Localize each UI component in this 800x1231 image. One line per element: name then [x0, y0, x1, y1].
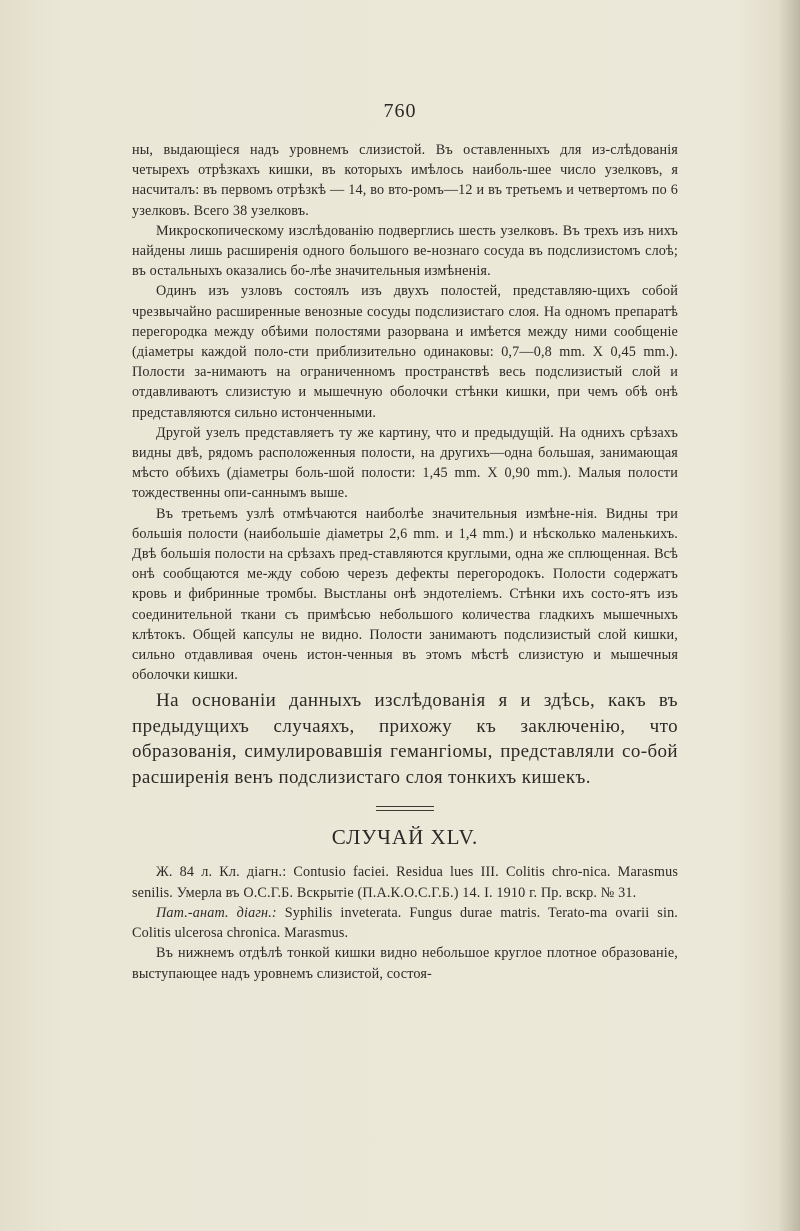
case-clinical-info: Ж. 84 л. Кл. діагн.: Contusio faciei. Residua lues III. Colitis chro-nica. Marasmus senilis. Умерла въ О.С.Г.Б. Вскрытіе (П.А.К.О.С.Г.Б.) 14. I. 1910 г. Пр. вскр. № 31. — [132, 864, 678, 901]
paragraph: Одинъ изъ узловъ состоялъ изъ двухъ полостей, представляю-щихъ собой чрезвычайно расширенные венозные сосуды подслизистаго слоя. На одномъ препаратѣ перегородка между обѣими полостями разорвана и имѣется между ними сообщеніе (діаметры каждой поло-сти приблизительно одинаковы: 0,7—0,8 mm. X 0,45 mm.). Полости за-нимаютъ на ограниченномъ пространствѣ весь подслизистый слой и отдавливаютъ слизистую и мышечную оболочки стѣнки кишки, при чемъ обѣ онѣ представляются сильно истонченными. — [132, 283, 678, 421]
case-pathology-diagnosis — [132, 903, 678, 943]
paragraph: Въ третьемъ узлѣ отмѣчаются наиболѣе значительныя измѣне-нія. Видны три большія полости (наибольшіе діаметры 2,6 mm. и 1,4 mm.) и нѣсколько маленькихъ. Двѣ большія полости на срѣзахъ пред-ставляются круглыми, одна же сплющенная. Всѣ онѣ сообщаются ме-жду собою черезъ дефекты перегородокъ. Полости содержатъ кровь и фибринные тромбы. Выстланы онѣ эндотеліемъ. Стѣнки ихъ состо-ятъ изъ соединительной ткани съ примѣсью небольшого количества гладкихъ мышечныхъ клѣтокъ. Общей капсулы не видно. Полости занимаютъ подслизистый слой кишки, сильно отдавливая очень истон-ченныя въ этомъ мѣстѣ слизистую и мышечныя оболочки кишки. — [132, 505, 678, 684]
diagnosis-label: Пат.-анат. діагн.: — [156, 904, 277, 921]
paragraph: Другой узелъ представляетъ ту же картину, что и предыдущій. На однихъ срѣзахъ видны двѣ, рядомъ расположенныя полости, на другихъ—одна большая, занимающая мѣсто обѣихъ (діаметры боль-шой полости: 1,45 mm. X 0,90 mm.). Малыя полости тождественны опи-саннымъ выше. — [132, 424, 678, 502]
paragraph: ны, выдающіеся надъ уровнемъ слизистой. Въ оставленныхъ для из-слѣдованія четырехъ отрѣзкахъ кишки, въ которыхъ имѣлось наиболь-шее число узелковъ, я насчиталъ: въ первомъ отрѣзкѣ — 14, во вто-ромъ—12 и въ третьемъ и четвертомъ по 6 узелковъ. Всего 38 узелковъ. — [132, 142, 678, 219]
diagnosis-text: Syphilis inveterata. Fungus durae matris. Terato-ma ovarii sin. Colitis ulcerosa chronica. Marasmus. — [132, 904, 679, 942]
text-column — [132, 140, 678, 984]
conclusion-paragraph: На основаніи данныхъ изслѣдованія я и здѣсь, какъ въ предыдущихъ случаяхъ, прихожу къ заключенію, что образованія, симулировавшія гемангіомы, представляли со-бой расширенія венъ подслизистаго слоя тонкихъ кишекъ. — [132, 690, 678, 788]
paragraph: Въ нижнемъ отдѣлѣ тонкой кишки видно небольшое круглое плотное образованіе, выступающее надъ уровнемъ слизистой, состоя- — [132, 945, 678, 982]
section-divider — [376, 806, 434, 811]
paragraph: Микроскопическому изслѣдованію подверглись шесть узелковъ. Въ трехъ изъ нихъ найдены лишь расширенія одного большого ве-нознаго сосуда въ подслизистомъ слоѣ; въ остальныхъ оказались бо-лѣе значительныя измѣненія. — [132, 222, 678, 280]
page-number: 760 — [383, 100, 417, 122]
case-heading: СЛУЧАЙ XLV. — [331, 825, 479, 850]
page-edge-shadow — [778, 0, 800, 1231]
